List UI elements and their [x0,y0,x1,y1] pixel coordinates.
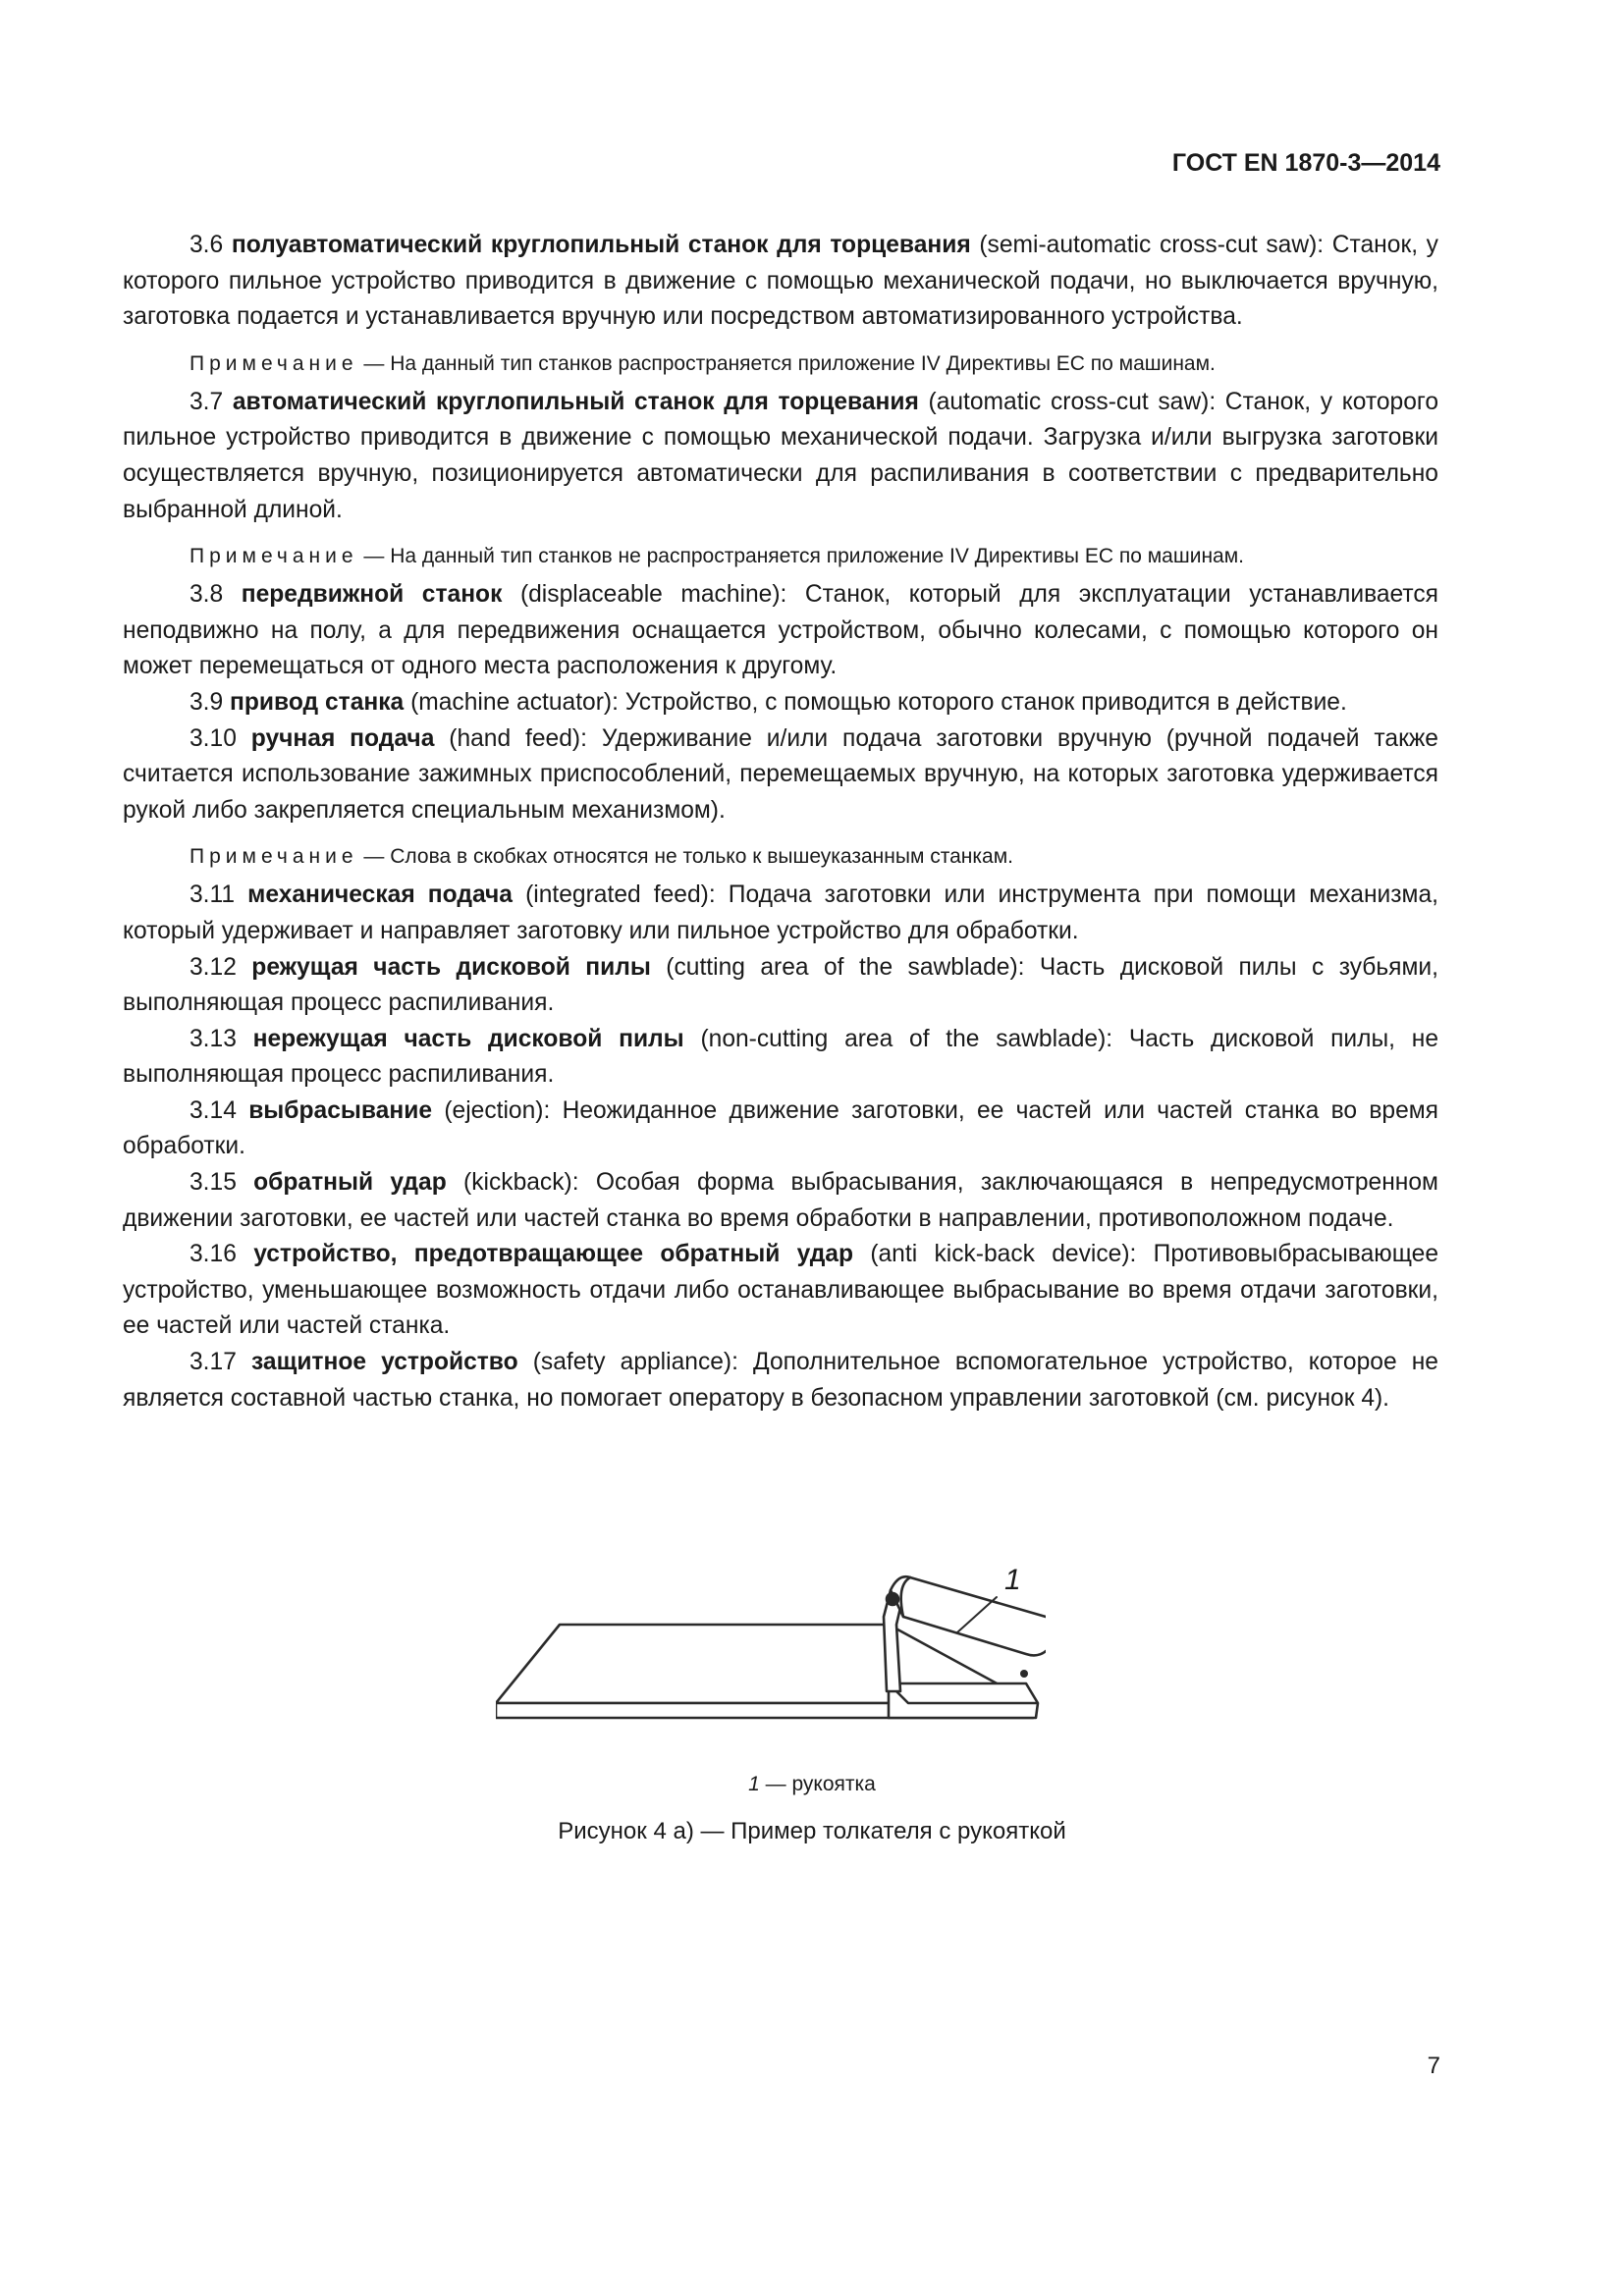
term: передвижной станок [241,581,503,609]
definition-3-12: 3.12 режущая часть дисковой пилы (cutting area of the sawblade): Часть дисковой пилы с зубьями, выполняющая процесс распиливания. [123,953,1438,1017]
definition-3-15: 3.15 обратный удар (kickback): Особая форма выбрасывания, заключающаяся в непредусмотренном движении заготовки, ее частей или частей станка во время обработки в направлении, противоположном подаче. [123,1169,1438,1232]
note: Примечание — Слова в скобках относятся не только к вышеуказанным станкам. [189,845,1013,869]
term: ручная подача [250,724,435,752]
figure-caption: Рисунок 4 а) — Пример толкателя с рукояткой [558,1818,1066,1844]
term: автоматический круглопильный станок для торцевания [232,388,919,415]
definition-3-16: 3.16 устройство, предотвращающее обратный удар (anti kick-back device): Противовыбрасывающее устройство, уменьшающее возможность отдачи либо останавливающее выбрасывание во время отдачи заготовки, ее частей или частей станка. [123,1241,1439,1340]
callout-number: 1 [1004,1564,1021,1596]
handle-pivot [887,1593,898,1605]
term: механическая подача [247,881,513,909]
term: привод станка [230,688,405,716]
definition-3-6: 3.6 полуавтоматический круглопильный станок для торцевания (semi-automatic cross-cut saw): Станок, у которого пильное устройство приводится в движение с помощью механической подачи, но выключается вручную, заготовка подается и устанавливается вручную или посредством автоматизированного устройства. [123,232,1438,331]
figure-legend: 1 — рукоятка [748,1773,876,1795]
definition-3-14: 3.14 выбрасывание (ejection): Неожиданное движение заготовки, ее частей или частей станка во время обработки. [123,1096,1438,1160]
definition-3-11: 3.11 механическая подача (integrated feed): Подача заготовки или инструмента при помощи механизма, который удерживает и направляет заготовку или пильное устройство для обработки. [123,881,1438,944]
document-body [123,228,1438,1416]
page-number: 7 [1427,2053,1440,2079]
push-stick-figure [496,1556,1046,1782]
push-stick-base [889,1683,1038,1718]
document-header: ГОСТ EN 1870-3—2014 [1171,149,1440,177]
note: Примечание — На данный тип станков распространяется приложение IV Директивы ЕС по машинам. [189,351,1216,375]
definition-3-17: 3.17 защитное устройство (safety appliance): Дополнительное вспомогательное устройство, которое не является составной частью станка, но помогает оператору в безопасном управлении заготовкой (см. рисунок 4). [123,1349,1438,1412]
term: нережущая часть дисковой пилы [252,1025,684,1052]
term: защитное устройство [250,1349,518,1376]
push-stick-drawing [496,1556,1046,1782]
term: выбрасывание [248,1096,433,1124]
definition-3-10: 3.10 ручная подача (hand feed): Удерживание и/или подача заготовки вручную (ручной подачей также считается использование зажимных приспособлений, перемещаемых вручную, на которых заготовка удерживается рукой либо закрепляется специальным механизмом). [123,724,1438,824]
definition-3-7: 3.7 автоматический круглопильный станок для торцевания (automatic cross-cut saw): Станок, у которого пильное устройство приводится в движение с помощью механической подачи. Загрузка и/или выгрузка заготовки осуществляется вручную, позиционируется автоматически для распиливания в соответствии с предварительно выбранной длиной. [123,388,1438,523]
definition-3-13: 3.13 нережущая часть дисковой пилы (non-cutting area of the sawblade): Часть дисковой пилы, не выполняющая процесс распиливания. [123,1025,1439,1089]
term: обратный удар [253,1169,447,1197]
note: Примечание — На данный тип станков не распространяется приложение IV Директивы ЕС по машинам. [189,545,1244,568]
definition-3-8: 3.8 передвижной станок (displaceable machine): Станок, который для эксплуатации устанавливается неподвижно на полу, а для передвижения оснащается устройством, обычно колесами, с помощью которого он может перемещаться от одного места расположения к другому. [123,581,1438,680]
term: устройство, предотвращающее обратный удар [253,1241,853,1268]
term: полуавтоматический круглопильный станок для торцевания [231,232,971,258]
definition-3-9: 3.9 привод станка (machine actuator): Устройство, с помощью которого станок приводится в действие. [189,688,1347,716]
term: режущая часть дисковой пилы [251,953,651,981]
